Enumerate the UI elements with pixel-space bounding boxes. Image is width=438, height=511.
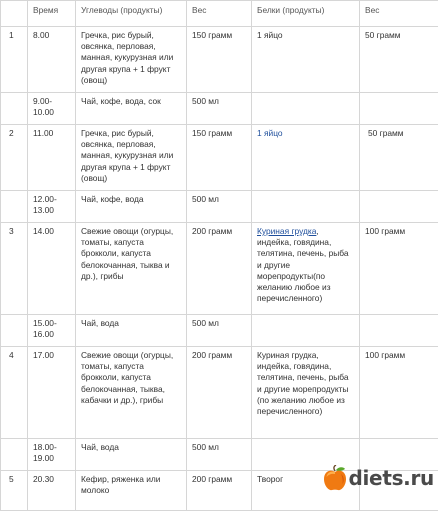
table-row bbox=[1, 191, 438, 223]
carbs-products: Чай, вода bbox=[76, 315, 187, 347]
table-row bbox=[1, 27, 438, 93]
protein-weight: 100 грамм bbox=[360, 223, 438, 315]
table-row bbox=[1, 93, 438, 125]
protein-products: Творог bbox=[252, 471, 360, 511]
carbs-weight: 500 мл bbox=[187, 439, 252, 471]
carbs-products: Гречка, рис бурый, овсянка, перловая, манная, кукурузная или другая крупа + 1 фрукт (овощ) bbox=[76, 125, 187, 191]
diets-logo bbox=[323, 465, 434, 491]
carbs-products: Чай, вода bbox=[76, 439, 187, 471]
table-row bbox=[1, 347, 438, 439]
carbs-weight: 200 грамм bbox=[187, 347, 252, 439]
protein-products: Куриная грудка, индейка, говядина, телятина, печень, рыба и другие морепродукты (по желанию любое из перечисленного) bbox=[252, 347, 360, 439]
meal-time: 11.00 bbox=[28, 125, 76, 191]
carbs-products: Гречка, рис бурый, овсянка, перловая, манная, кукурузная или другая крупа + 1 фрукт (овощ) bbox=[76, 27, 187, 93]
protein-products[interactable]: 1 яйцо bbox=[252, 125, 360, 191]
carbs-weight: 200 грамм bbox=[187, 471, 252, 511]
meal-number: 1 bbox=[1, 27, 28, 93]
carbs-weight: 500 мл bbox=[187, 315, 252, 347]
protein-weight: 50 грамм bbox=[360, 27, 438, 93]
carbs-products: Чай, кофе, вода bbox=[76, 191, 187, 223]
meal-number bbox=[1, 93, 28, 125]
protein-products-rest: , индейка, говядина, телятина, печень, рыба и другие морепродукты(по желанию любое из перечисленного) bbox=[257, 226, 349, 303]
meal-number bbox=[1, 315, 28, 347]
meal-time: 14.00 bbox=[28, 223, 76, 315]
carbs-weight: 500 мл bbox=[187, 93, 252, 125]
apple-icon bbox=[323, 465, 347, 491]
meal-number: 4 bbox=[1, 347, 28, 439]
protein-weight bbox=[360, 315, 438, 347]
carbs-products: Кефир, ряженка или молоко bbox=[76, 471, 187, 511]
table-row bbox=[1, 315, 438, 347]
carbs-weight: 200 грамм bbox=[187, 223, 252, 315]
meal-time: 18.00- 19.00 bbox=[28, 439, 76, 471]
meal-time: 15.00- 16.00 bbox=[28, 315, 76, 347]
protein-weight bbox=[360, 191, 438, 223]
protein-weight: 50 грамм bbox=[360, 125, 438, 191]
meal-time: 20.30 bbox=[28, 471, 76, 511]
header-time: Время bbox=[28, 1, 76, 27]
header-number bbox=[1, 1, 28, 27]
meal-time: 9.00- 10.00 bbox=[28, 93, 76, 125]
table-row bbox=[1, 223, 438, 315]
meal-time: 17.00 bbox=[28, 347, 76, 439]
carbs-products: Свежие овощи (огурцы, томаты, капуста брокколи, капуста белокочанная, тыква и др.), грибы bbox=[76, 223, 187, 315]
meal-number: 2 bbox=[1, 125, 28, 191]
meal-number: 5 bbox=[1, 471, 28, 511]
table-header-row bbox=[1, 1, 438, 27]
header-carbs-weight: Вес bbox=[187, 1, 252, 27]
protein-products bbox=[252, 191, 360, 223]
header-carbs: Углеводы (продукты) bbox=[76, 1, 187, 27]
carbs-weight: 150 грамм bbox=[187, 125, 252, 191]
header-protein-weight: Вес bbox=[360, 1, 438, 27]
carbs-weight: 500 мл bbox=[187, 191, 252, 223]
meal-number: 3 bbox=[1, 223, 28, 315]
meal-number bbox=[1, 191, 28, 223]
protein-products bbox=[252, 315, 360, 347]
protein-weight: 100 грамм bbox=[360, 347, 438, 439]
carbs-products: Чай, кофе, вода, сок bbox=[76, 93, 187, 125]
protein-products bbox=[252, 223, 360, 315]
carbs-products: Свежие овощи (огурцы, томаты, капуста брокколи, капуста белокочанная, тыква, кабачки и др.), грибы bbox=[76, 347, 187, 439]
table-row bbox=[1, 125, 438, 191]
carbs-weight: 150 грамм bbox=[187, 27, 252, 93]
protein-weight bbox=[360, 93, 438, 125]
logo-text: diets.ru bbox=[348, 466, 434, 490]
protein-products: 1 яйцо bbox=[252, 27, 360, 93]
chicken-breast-link[interactable]: Куриная грудка bbox=[257, 226, 316, 236]
meal-time: 8.00 bbox=[28, 27, 76, 93]
header-protein: Белки (продукты) bbox=[252, 1, 360, 27]
protein-products bbox=[252, 93, 360, 125]
meal-time: 12.00- 13.00 bbox=[28, 191, 76, 223]
meal-number bbox=[1, 439, 28, 471]
